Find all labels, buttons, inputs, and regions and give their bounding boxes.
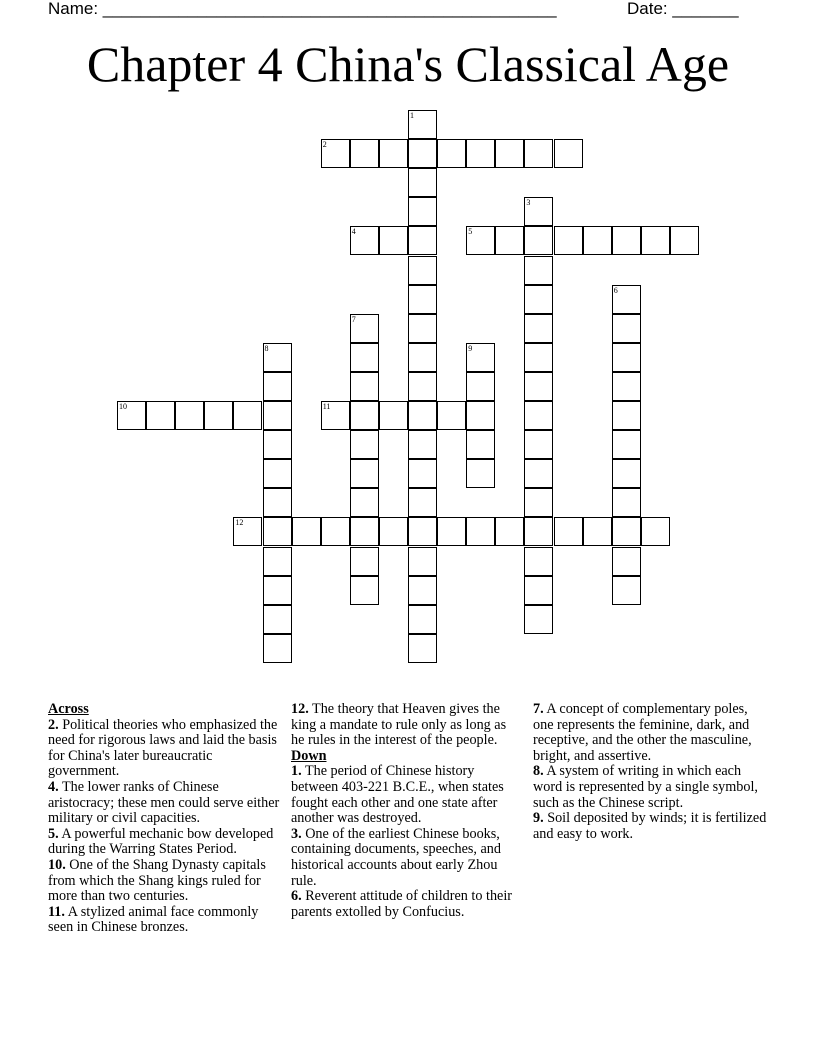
grid-cell[interactable]: [408, 110, 437, 139]
clue-down-1: 1. The period of Chinese history between 403-221 B.C.E., when states fought each other and one state after another was destroyed.: [291, 763, 504, 827]
grid-cell[interactable]: [408, 517, 437, 546]
grid-cell[interactable]: [524, 459, 553, 488]
cell-number: 8: [264, 343, 269, 353]
grid-cell[interactable]: [408, 547, 437, 576]
grid-cell[interactable]: [554, 139, 583, 168]
grid-cell[interactable]: [263, 430, 292, 459]
grid-cell[interactable]: [466, 517, 495, 546]
grid-cell[interactable]: [350, 488, 379, 517]
grid-cell[interactable]: [263, 372, 292, 401]
grid-cell[interactable]: [408, 226, 437, 255]
grid-cell[interactable]: [263, 401, 292, 430]
grid-cell[interactable]: [263, 605, 292, 634]
cell-number: 7: [351, 314, 356, 324]
cell-number: 5: [468, 227, 473, 237]
grid-cell[interactable]: [379, 401, 408, 430]
grid-cell[interactable]: [466, 401, 495, 430]
grid-cell[interactable]: [204, 401, 233, 430]
grid-cell[interactable]: [612, 372, 641, 401]
grid-cell[interactable]: [117, 401, 146, 430]
grid-cell[interactable]: [612, 488, 641, 517]
grid-cell[interactable]: [612, 547, 641, 576]
grid-cell[interactable]: [379, 139, 408, 168]
clues-column-3: [533, 702, 768, 842]
grid-cell[interactable]: [350, 401, 379, 430]
grid-cell[interactable]: [350, 576, 379, 605]
grid-cell[interactable]: [554, 517, 583, 546]
cell-number: 12: [235, 518, 244, 528]
grid-cell[interactable]: [233, 401, 262, 430]
grid-cell[interactable]: [350, 517, 379, 546]
grid-cell[interactable]: [263, 459, 292, 488]
grid-cell[interactable]: [524, 285, 553, 314]
across-heading: Across: [48, 701, 89, 717]
clue-across-4: 4. The lower ranks of Chinese aristocracy; these men could serve either military or civil capacities.: [48, 778, 280, 827]
clue-across-5: 5. A powerful mechanic bow developed during the Warring States Period.: [48, 825, 274, 858]
cell-number: 4: [351, 227, 356, 237]
cell-number: 3: [526, 198, 531, 208]
grid-cell[interactable]: [350, 139, 379, 168]
grid-cell[interactable]: [466, 430, 495, 459]
clues-column-1: [48, 702, 280, 936]
grid-cell[interactable]: [408, 430, 437, 459]
clue-down-9: 9. Soil deposited by winds; it is fertilized and easy to work.: [533, 810, 767, 842]
grid-cell[interactable]: [524, 576, 553, 605]
grid-cell[interactable]: [583, 226, 612, 255]
clue-down-6: 6. Reverent attitude of children to their parents extolled by Confucius.: [291, 888, 513, 920]
grid-cell[interactable]: [524, 488, 553, 517]
grid-cell[interactable]: [612, 285, 641, 314]
grid-cell[interactable]: [408, 343, 437, 372]
grid-cell[interactable]: [408, 634, 437, 663]
grid-cell[interactable]: [524, 401, 553, 430]
grid-cell[interactable]: [524, 430, 553, 459]
grid-cell[interactable]: [350, 343, 379, 372]
grid-cell[interactable]: [641, 517, 670, 546]
grid-cell[interactable]: [350, 372, 379, 401]
grid-cell[interactable]: [524, 517, 553, 546]
clue-across-11: 11. A stylized animal face commonly seen in Chinese bronzes.: [48, 903, 259, 936]
grid-cell[interactable]: [612, 226, 641, 255]
cell-number: 9: [468, 343, 473, 353]
grid-cell[interactable]: [612, 343, 641, 372]
grid-cell[interactable]: [466, 459, 495, 488]
grid-cell[interactable]: [408, 605, 437, 634]
grid-cell[interactable]: [321, 401, 350, 430]
grid-cell[interactable]: [263, 343, 292, 372]
grid-cell[interactable]: [524, 139, 553, 168]
grid-cell[interactable]: [408, 459, 437, 488]
cell-number: 6: [613, 285, 618, 295]
grid-cell[interactable]: [350, 226, 379, 255]
grid-cell[interactable]: [612, 576, 641, 605]
grid-cell[interactable]: [554, 226, 583, 255]
grid-cell[interactable]: [437, 517, 466, 546]
grid-cell[interactable]: [146, 401, 175, 430]
grid-cell[interactable]: [612, 314, 641, 343]
date-field-label: Date: _______: [627, 0, 739, 18]
grid-cell[interactable]: [408, 372, 437, 401]
cell-number: 11: [322, 402, 331, 411]
grid-cell[interactable]: [408, 285, 437, 314]
grid-cell[interactable]: [263, 517, 292, 546]
grid-cell[interactable]: [408, 401, 437, 430]
clue-down-8: 8. A system of writing in which each word is represented by a single symbol, such as the Chinese script.: [533, 763, 758, 811]
cell-number: 2: [322, 140, 327, 150]
grid-cell[interactable]: [583, 517, 612, 546]
grid-cell[interactable]: [379, 517, 408, 546]
grid-cell[interactable]: [437, 401, 466, 430]
grid-cell[interactable]: [321, 517, 350, 546]
grid-cell[interactable]: [670, 226, 699, 255]
grid-cell[interactable]: [408, 314, 437, 343]
clue-across-12: 12. The theory that Heaven gives the king a mandate to rule only as long as he rules in the interest of the people.: [291, 701, 507, 749]
grid-cell[interactable]: [524, 547, 553, 576]
grid-cell[interactable]: [466, 226, 495, 255]
grid-cell[interactable]: [524, 314, 553, 343]
grid-cell[interactable]: [641, 226, 670, 255]
name-field-label: Name: ________________________________________________: [48, 0, 557, 18]
page-title: Chapter 4 China's Classical Age: [86, 36, 730, 92]
down-heading: Down: [291, 747, 327, 764]
grid-cell[interactable]: [612, 401, 641, 430]
grid-cell[interactable]: [408, 197, 437, 226]
cell-number: 10: [119, 402, 127, 411]
grid-cell[interactable]: [524, 256, 553, 285]
grid-cell[interactable]: [321, 139, 350, 168]
grid-cell[interactable]: [466, 139, 495, 168]
grid-cell[interactable]: [524, 372, 553, 401]
grid-cell[interactable]: [495, 517, 524, 546]
grid-cell[interactable]: [263, 547, 292, 576]
clue-down-3: 3. One of the earliest Chinese books, containing documents, speeches, and historical accounts about early Zhou rule.: [291, 825, 501, 889]
grid-cell[interactable]: [524, 197, 553, 226]
grid-cell[interactable]: [263, 634, 292, 663]
grid-cell[interactable]: [408, 139, 437, 168]
clue-down-7: 7. A concept of complementary poles, one represents the feminine, dark, and receptive, and the other the masculine, bright, and assertive.: [533, 701, 752, 764]
grid-cell[interactable]: [495, 226, 524, 255]
cell-number: 1: [410, 111, 414, 120]
grid-cell[interactable]: [524, 343, 553, 372]
grid-cell[interactable]: [466, 343, 495, 372]
grid-cell[interactable]: [524, 605, 553, 634]
grid-cell[interactable]: [408, 576, 437, 605]
grid-cell[interactable]: [350, 459, 379, 488]
grid-cell[interactable]: [379, 226, 408, 255]
grid-cell[interactable]: [350, 547, 379, 576]
grid-cell[interactable]: [495, 139, 524, 168]
grid-cell[interactable]: [437, 139, 466, 168]
grid-cell[interactable]: [612, 517, 641, 546]
grid-cell[interactable]: [612, 430, 641, 459]
grid-cell[interactable]: [408, 256, 437, 285]
grid-cell[interactable]: [350, 314, 379, 343]
grid-cell[interactable]: [466, 372, 495, 401]
grid-cell[interactable]: [350, 430, 379, 459]
clue-across-10: 10. One of the Shang Dynasty capitals from which the Shang kings ruled for more than two centuries.: [48, 856, 266, 905]
clues-column-2: [291, 702, 523, 920]
clue-across-2: 2. Political theories who emphasized the need for rigorous laws and laid the basis for China's later bureaucratic government.: [48, 716, 278, 780]
grid-cell[interactable]: [263, 488, 292, 517]
grid-cell[interactable]: [175, 401, 204, 430]
grid-cell[interactable]: [524, 226, 553, 255]
grid-cell[interactable]: [263, 576, 292, 605]
grid-cell[interactable]: [612, 459, 641, 488]
grid-cell[interactable]: [408, 168, 437, 197]
grid-cell[interactable]: [408, 488, 437, 517]
grid-cell[interactable]: [292, 517, 321, 546]
grid-cell[interactable]: [233, 517, 262, 546]
